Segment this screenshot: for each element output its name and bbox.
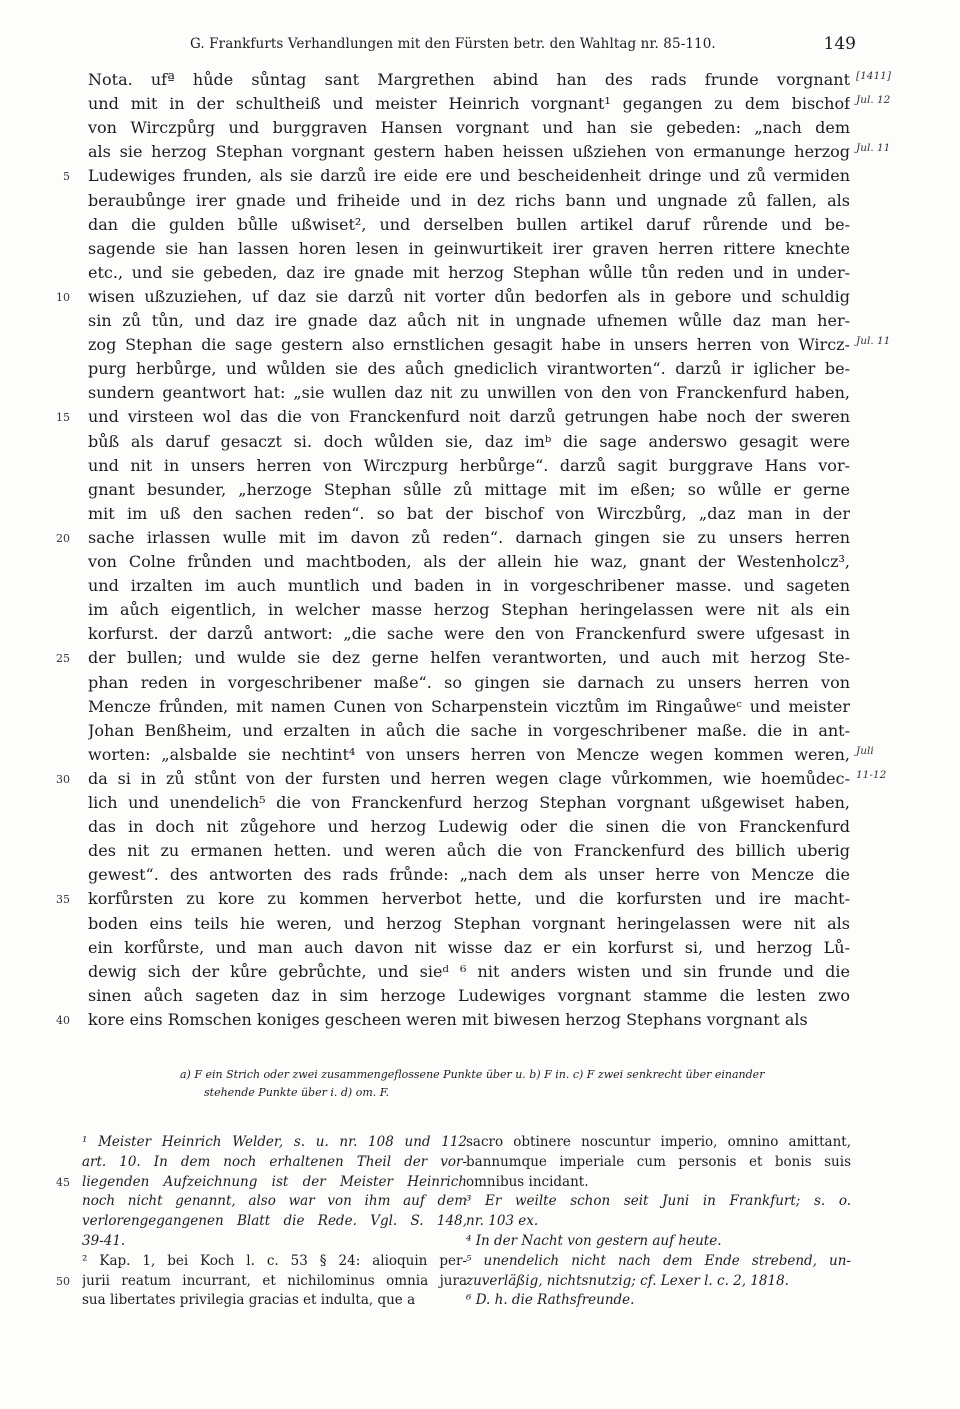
footnotes-left-column [82, 1133, 467, 1311]
footnotes-right-column [466, 1133, 851, 1311]
text-line: purg herbůrge, und wůlden sie des aůch gnediclich virantworten“. darzů ir iglicher be- [88, 359, 850, 379]
footnote-line: ² Kap. 1, bei Koch l. c. 53 § 24: alioquin per- [82, 1252, 467, 1269]
text-line: von Colne frůnden und machtboden, als der allein hie waz, gnant der Westenholcz³, [88, 552, 850, 571]
footnote-line: noch nicht genannt, also war von ihm auf dem [82, 1193, 467, 1210]
line-number: 35 [56, 893, 70, 907]
footnote-line: liegenden Aufzeichnung ist der Meister Heinrich [82, 1173, 467, 1190]
text-line: worten: „alsbalde sie nechtint⁴ von unsers herren von Mencze wegen kommen weren, [88, 744, 850, 764]
footnote-line: 39-41. [82, 1232, 126, 1249]
line-number: 10 [56, 290, 70, 304]
text-line: gewest“. des antworten des rads frůnde: „nach dem als unser herre von Mencze die [88, 865, 850, 885]
text-line: und nit in unsers herren von Wirczpurg herbůrge“. darzů sagit burggrave Hans vor- [88, 455, 850, 475]
footnote-line-number: 50 [56, 1274, 70, 1288]
text-line: das in doch nit zůgehore und herzog Ludewig oder die sinen die von Franckenfurd [88, 817, 850, 837]
page-header [190, 36, 856, 58]
footnote-line: zuverläßig, nichtsnutzig; cf. Lexer l. c. 2, 1818. [466, 1272, 789, 1289]
text-line: dewig sich der kůre gebrůchte, und sieᵈ ⁶ nit anders wisten und sin frunde und die [88, 961, 850, 981]
footnote-line: jurii reatum incurrant, et nichilominus omnia jura [82, 1272, 467, 1289]
text-line: bůß als daruf gesaczt si. doch wůlden sie, daz imᵇ die sage anderswo gesagit were [88, 431, 850, 451]
footnote-line: ⁶ D. h. die Rathsfreunde. [466, 1292, 635, 1309]
text-line: der bullen; und wulde sie dez gerne helfen verantworten, und auch mit herzog Ste- [88, 648, 850, 668]
text-line: von Wirczpůrg und burggraven Hansen vorgnant und han sie gebeden: „nach dem [88, 118, 850, 138]
text-line: beraubůnge irer gnade und friheide und in dez richs bann und ungnade zů fallen, als [88, 190, 850, 210]
text-line: ein korfůrste, und man auch davon nit wisse daz er ein korfurst si, und herzog Lů- [88, 937, 850, 957]
text-line: des nit zu ermanen hetten. und weren aůch die von Franckenfurd des billich uberig [88, 841, 850, 861]
margin-date-note: Jul. 12 [856, 94, 891, 107]
footnote-line: bannumque imperiale cum personis et bonis suis [466, 1153, 851, 1170]
footnote-line: ¹ Meister Heinrich Welder, s. u. nr. 108 und 112 [82, 1134, 467, 1150]
text-line: kore eins Romschen koniges gescheen weren mit biwesen herzog Stephans vorgnant als [88, 1009, 808, 1029]
text-line: korfůrsten zu kore zu kommen herverbot hette, und die korfursten und ire macht- [88, 889, 850, 909]
margin-date-note: Jul. 11 [856, 335, 891, 348]
text-line: korfurst. der darzů antwort: „die sache were den von Franckenfurd swere ufgesast in [88, 624, 850, 644]
margin-date-note: Jul. 11 [856, 142, 891, 155]
text-line: Mencze frůnden, mit namen Cunen von Scharpenstein vicztům im Ringaůweᶜ und meister [88, 696, 850, 716]
apparatus-line: a) F ein Strich oder zwei zusammengeflossene Punkte über u. b) F in. c) F zwei senkrecht über einander [180, 1068, 765, 1081]
text-line: wisen ußzuziehen, uf daz sie darzů nit vorter důn bedorfen als in gebore und schuldig [88, 286, 850, 306]
text-line: als sie herzog Stephan vorgnant gestern haben heissen ußziehen von ermanunge herzog [88, 142, 850, 162]
text-line: etc., und sie gebeden, daz ire gnade mit herzog Stephan wůlle tůn reden und in under- [88, 262, 850, 282]
footnote-line: nr. 103 ex. [466, 1213, 539, 1230]
footnote-line-number: 45 [56, 1175, 70, 1189]
text-line: und virsteen wol das die von Franckenfurd noit darzů getrungen habe noch der sweren [88, 407, 850, 427]
text-line: und mit in der schultheiß und meister Heinrich vorgnant¹ gegangen zu dem bischof [88, 94, 850, 114]
footnote-line: sua libertates privilegia gracias et indulta, que a [82, 1292, 416, 1309]
text-line: Ludewiges frunden, als sie darzů ire eide ere und bescheidenheit dringe und zů vermiden [88, 166, 850, 186]
text-line: phan reden in vorgeschribener maße“. so gingen sie darnach zu unsers herren von [88, 672, 850, 692]
text-line: sin zů tůn, und daz ire gnade daz aůch nit in ungnade ufnemen wůlle daz man her- [88, 311, 850, 330]
line-number: 30 [56, 772, 70, 786]
margin-date-note: Juli [856, 744, 874, 757]
text-line: dan die gulden bůlle ußwiset², und derselben bullen artikel daruf růrende und be- [88, 214, 850, 234]
text-line: sagende sie han lassen horen lesen in geinwurtikeit irer graven herren rittere knechte [88, 238, 850, 258]
footnote-line: omnibus incidant. [466, 1173, 589, 1190]
footnote-line: ⁴ In der Nacht von gestern auf heute. [466, 1232, 722, 1249]
text-line: sinen aůch sageten daz in sim herzoge Ludewiges vorgnant stamme die lesten zwo [88, 985, 850, 1005]
apparatus-line: stehende Punkte über i. d) om. F. [204, 1086, 390, 1099]
text-line: im aůch eigentlich, in welcher masse herzog Stephan heringelassen were nit als ein [88, 600, 850, 620]
footnote-line: sacro obtinere noscuntur imperio, omnino amittant, [466, 1134, 851, 1150]
margin-date-note: [1411] [856, 70, 891, 82]
line-number: 5 [63, 170, 70, 184]
text-line: Nota. ufª hůde sůntag sant Margrethen abind han des rads frunde vorgnant [88, 70, 850, 89]
text-line: sundern geantwort hat: „sie wullen daz nit zu unwillen von den von Franckenfurd haben, [88, 383, 850, 403]
text-line: sache irlassen wulle mit im davon zů reden“. darnach gingen sie zu unsers herren [88, 527, 850, 547]
footnote-line: ³ Er weilte schon seit Juni in Frankfurt; s. o. [466, 1193, 851, 1210]
running-title: G. Frankfurts Verhandlungen mit den Fürsten betr. den Wahltag nr. 85-110. [190, 36, 716, 52]
text-line: und irzalten im auch muntlich und baden in in vorgeschribener masse. und sageten [88, 576, 850, 596]
text-line: lich und unendelich⁵ die von Franckenfurd herzog Stephan vorgnant ußgewiset haben, [88, 793, 850, 812]
line-number: 20 [56, 531, 70, 545]
line-number: 40 [56, 1013, 70, 1027]
text-line: mit im uß den sachen reden“. so bat der bischof von Wirczbůrg, „daz man in der [88, 503, 850, 523]
margin-date-note: 11-12 [856, 768, 887, 781]
text-line: zog Stephan die sage gestern also ernstlichen gesagit habe in unsers herren von Wircz- [88, 335, 850, 355]
footnote-line: verlorengegangenen Blatt die Rede. Vgl. S. 148, [82, 1213, 467, 1230]
line-number: 15 [56, 411, 70, 425]
footnote-line: art. 10. In dem noch erhaltenen Theil der vor- [82, 1153, 467, 1170]
text-line: da si in zů stůnt von der fursten und herren wegen clage vůrkommen, wie hoemůdec- [88, 768, 850, 788]
footnote-line: ⁵ unendelich nicht nach dem Ende strebend, un- [466, 1252, 851, 1269]
page-number: 149 [823, 34, 856, 54]
text-line: Johan Benßheim, und erzalten in aůch die sache in vorgeschribener maße. die in ant- [88, 720, 850, 740]
line-number: 25 [56, 652, 70, 666]
text-line: boden eins teils hie weren, und herzog Stephan vorgnant heringelassen were nit als [88, 913, 850, 933]
text-line: gnant besunder, „herzoge Stephan sůlle zů mittage mit im eßen; so wůlle er gerne [88, 479, 850, 499]
